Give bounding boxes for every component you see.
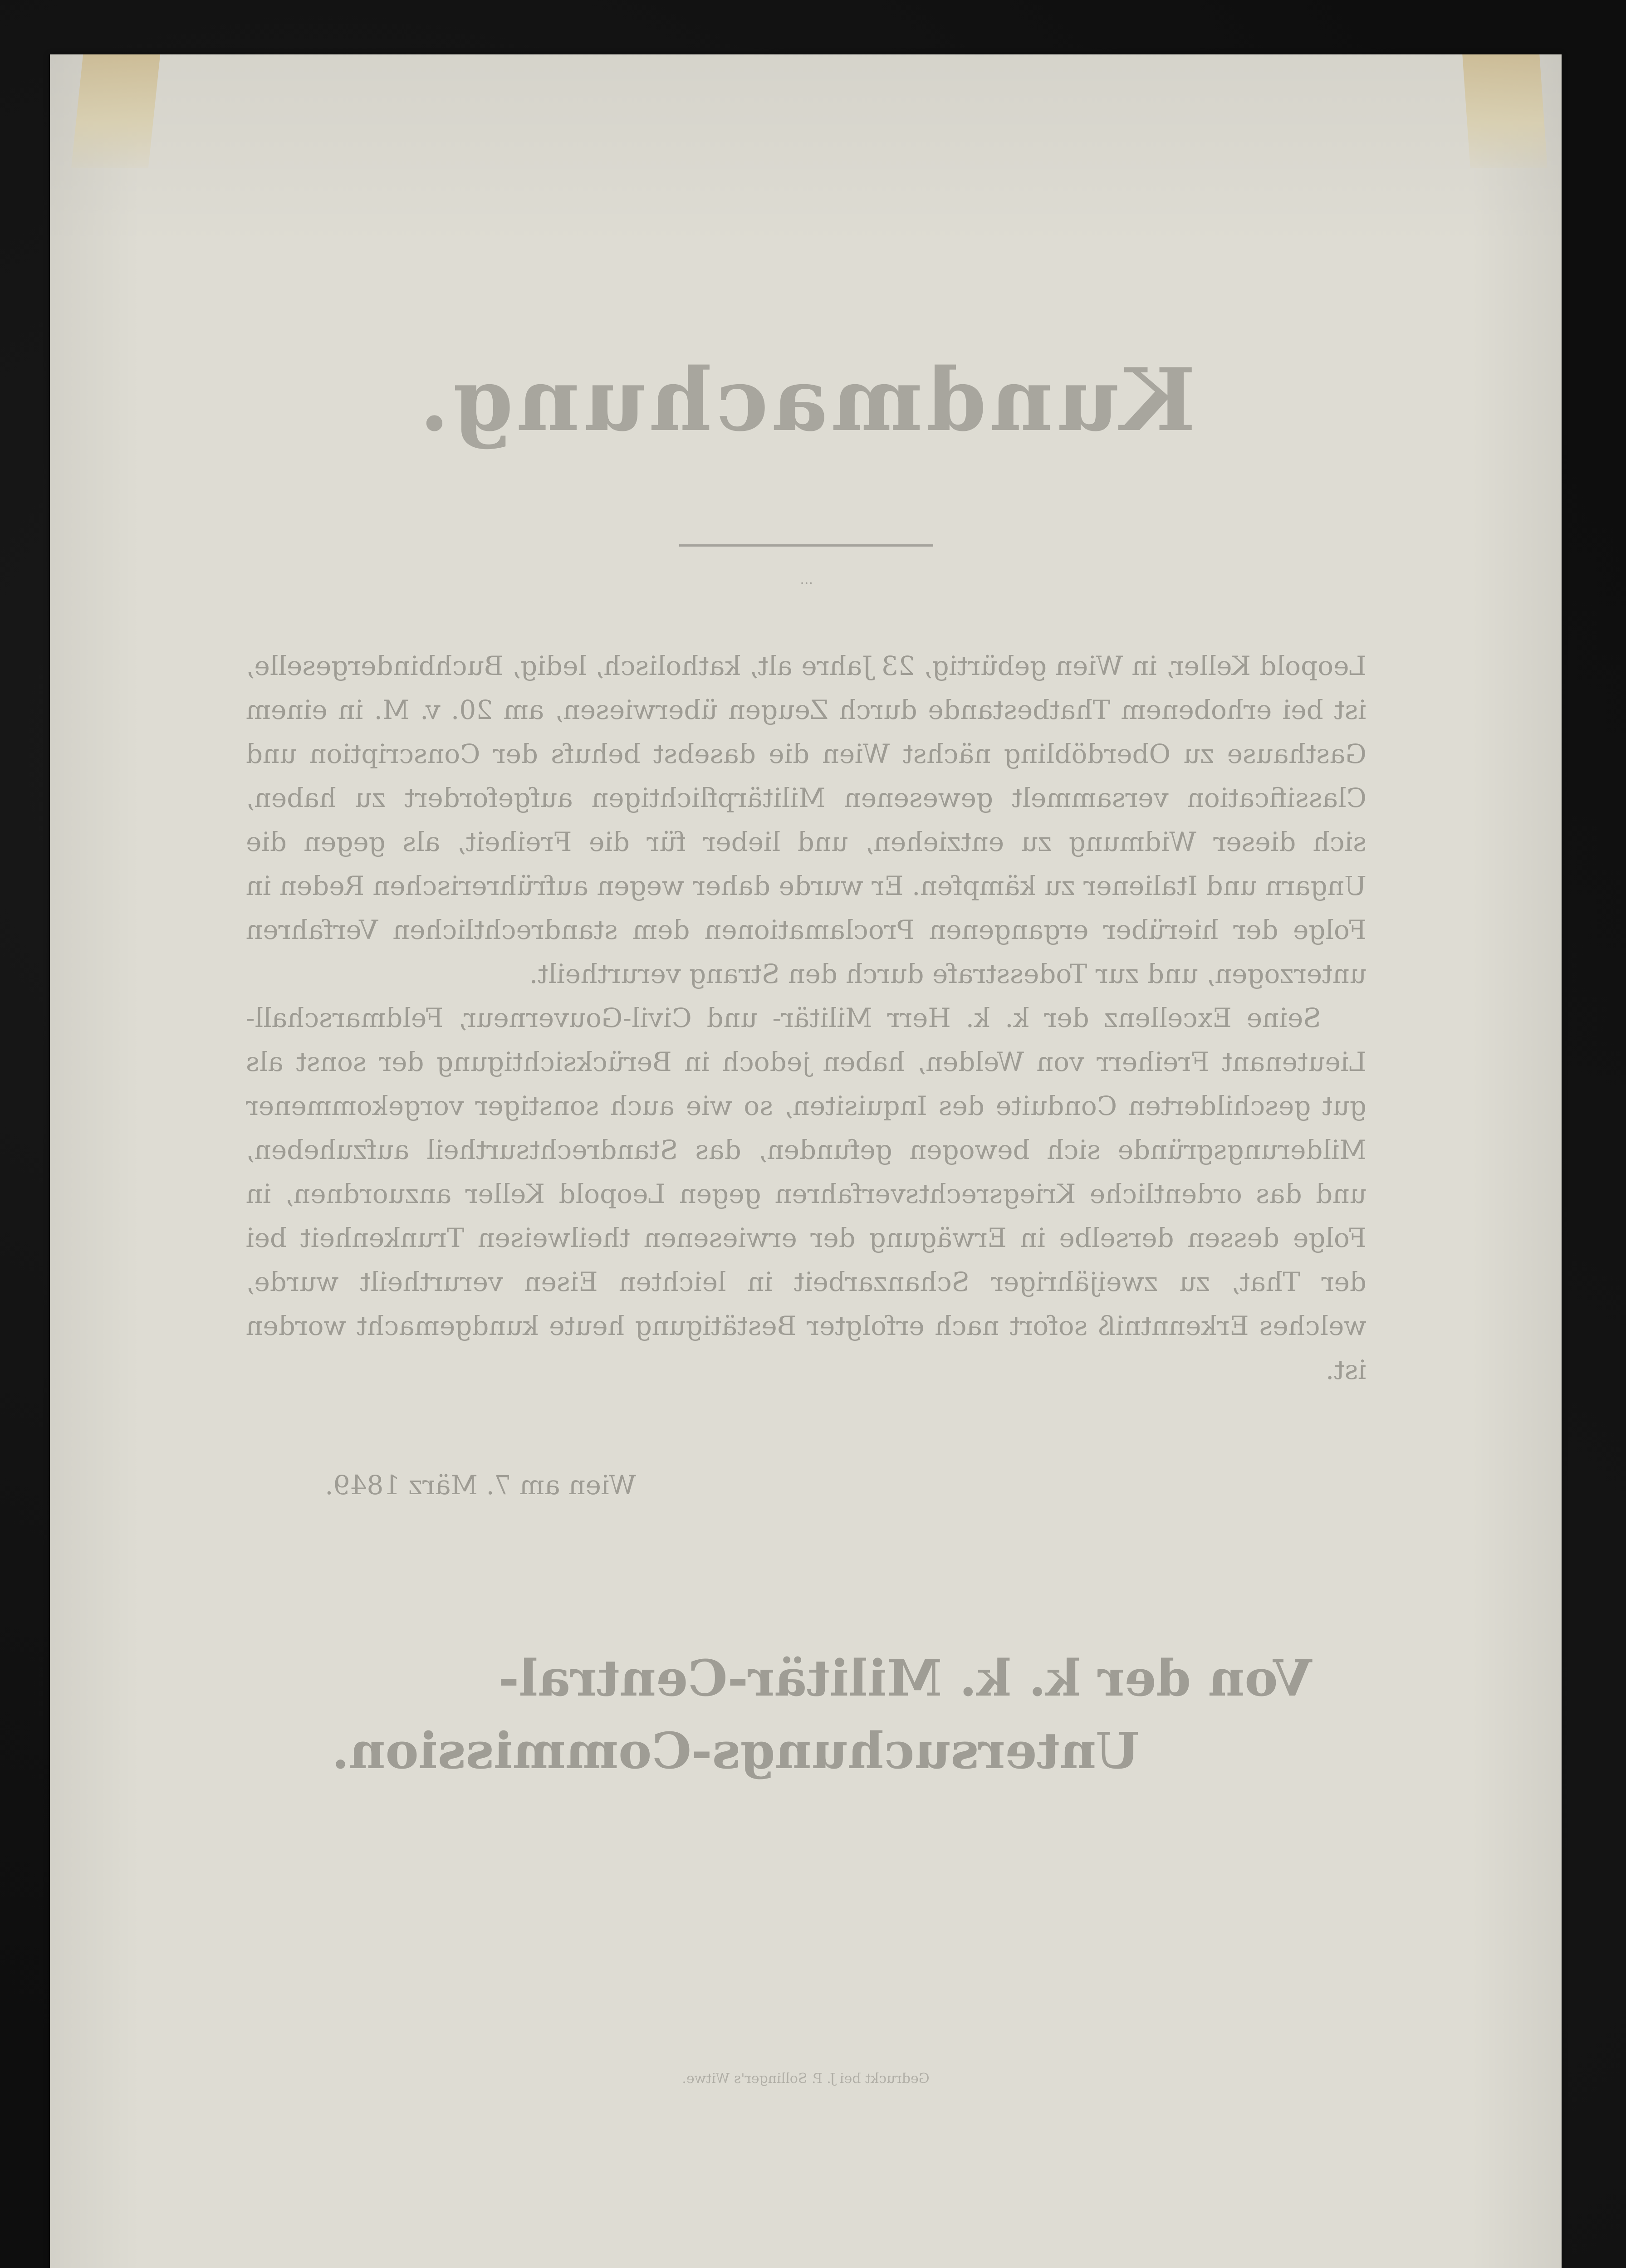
announcement-body [246, 644, 1366, 1392]
paragraph-2: Seine Excellenz der k. k. Herr Militär- und Civil-Gouverneur, Feldmarschall-Lieutenant Freiherr von Welden, haben jedoch in Berücksichtigung der sonst als gut geschilderten Conduite des Inquisiten, so wie auch sonstiger vorgekommener Milderungsgründe sich bewogen gefunden, das Standrechtsurtheil aufzuheben, und das ordentliche Kriegsrechtsverfahren gegen Leopold Keller anzuordnen, in Folge dessen derselbe in Erwägung der erwiesenen theilweisen Trunkenheit bei der That, zu zweijähriger Schanzarbeit in leichten Eisen verurtheilt wurde, welches Erkenntniß sofort nach erfolgter Bestätigung heute kundgemacht worden ist. [246, 1002, 1366, 1385]
poster-sheet [50, 54, 1562, 2268]
paragraph-1: Leopold Keller, in Wien gebürtig, 23 Jahre alt, katholisch, ledig, Buchbindergeselle, ist bei erhobenem Thatbestande durch Zeugen überwiesen, am 20. v. M. in einem Gasthause zu Oberdöbling nächst Wien die dasebst behufs der Conscription und Classification versammelt gewesenen Militärpflichtigen aufgefordert zu haben, sich dieser Widmung zu entziehen, und lieber für die Freiheit, als gegen die Ungarn und Italiener zu kämpfen. Er wurde daher wegen aufrührerischen Reden in Folge der hierüber ergangenen Proclamationen dem standrechtlichen Verfahren unterzogen, und zur Todesstrafe durch den Strang verurtheilt. [246, 650, 1366, 989]
authority-line-1: Von der k. k. Militär-Central- [498, 1649, 1312, 1707]
authority-line-2: Untersuchungs-Commission. [332, 1721, 1140, 1780]
printer-imprint: Gedruckt bei J. P. Sollinger's Witwe. [682, 2071, 930, 2087]
title-divider [679, 544, 933, 547]
bleed-through-print [50, 54, 1562, 2268]
divider-ornament: ... [800, 572, 813, 587]
issuing-authority [269, 1642, 1312, 1787]
document-title: Kundmachung. [416, 349, 1196, 450]
dateline: Wien am 7. März 1849. [325, 1470, 636, 1501]
